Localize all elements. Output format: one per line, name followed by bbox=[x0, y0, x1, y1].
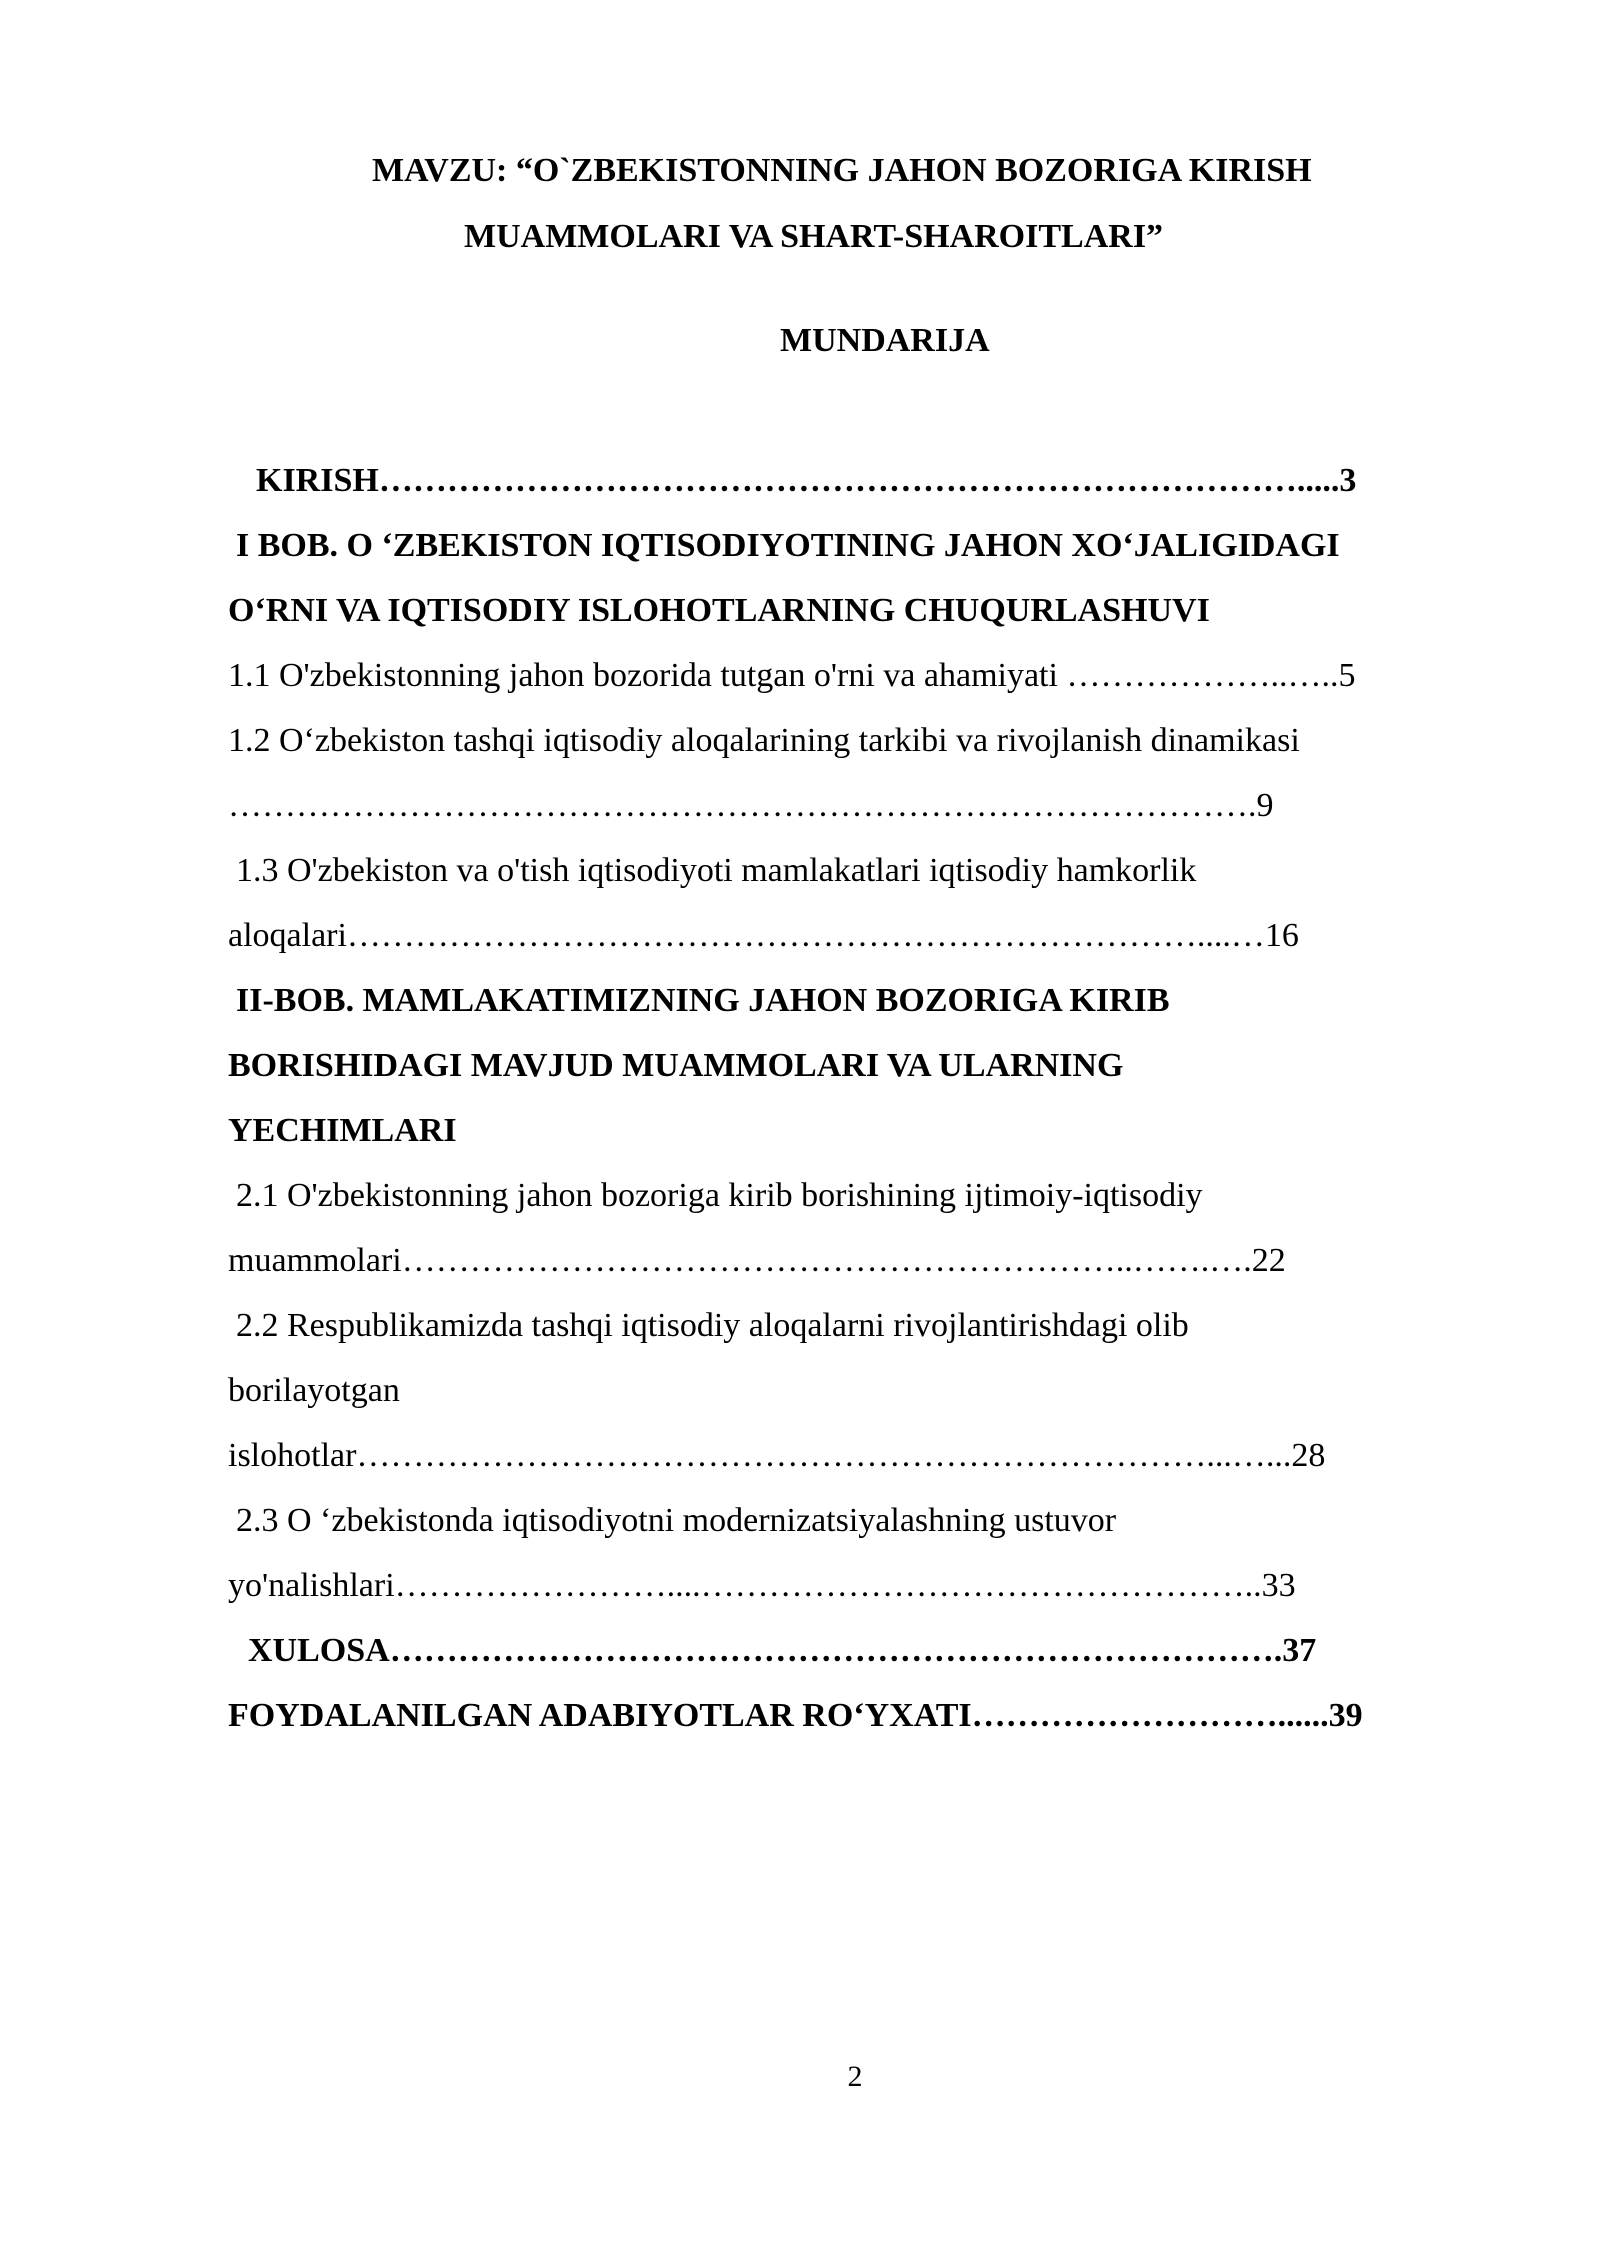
toc-section-1-3-line-1: 1.3 O'zbekiston va o'tish iqtisodiyoti mamlakatlari iqtisodiy hamkorlik bbox=[236, 852, 1197, 889]
toc-chapter-1-line-1: I BOB. O ‘ZBEKISTON IQTISODIYOTINING JAHON XO‘JALIGIDAGI bbox=[236, 527, 1340, 564]
toc-entry-conclusion: XULOSA…………………………………………………………………….37 bbox=[248, 1632, 1317, 1669]
toc-section-1-3-line-2: aloqalari…………………………………………………………………....…16 bbox=[228, 917, 1299, 954]
document-title-line-1: MAVZU: “O`ZBEKISTONNING JAHON BOZORIGA KIRISH bbox=[372, 152, 1312, 189]
page-number: 2 bbox=[847, 2060, 863, 2093]
toc-heading: MUNDARIJA bbox=[780, 322, 990, 359]
toc-chapter-1-line-2: O‘RNI VA IQTISODIY ISLOHOTLARNING CHUQURLASHUVI bbox=[228, 592, 1210, 629]
toc-section-1-1: 1.1 O'zbekistonning jahon bozorida tutgan o'rni va ahamiyati ………………..…..5 bbox=[228, 657, 1356, 694]
toc-section-2-2-line-3: islohotlar…………………………………………………………………...…...28 bbox=[228, 1437, 1326, 1474]
table-of-contents bbox=[228, 448, 1480, 1748]
toc-section-2-1-line-2: muammolari………………………………………………………..…….….22 bbox=[228, 1242, 1286, 1279]
toc-entry-introduction: KIRISH……………………………………………………………………….....3 bbox=[256, 462, 1357, 499]
toc-chapter-2-line-3: YECHIMLARI bbox=[228, 1112, 457, 1149]
toc-section-2-1-line-1: 2.1 O'zbekistonning jahon bozoriga kirib borishining ijtimoiy-iqtisodiy bbox=[236, 1177, 1203, 1214]
toc-section-2-2-line-1: 2.2 Respublikamizda tashqi iqtisodiy aloqalarni rivojlantirishdagi olib bbox=[236, 1307, 1189, 1344]
toc-section-2-2-line-2: borilayotgan bbox=[228, 1372, 400, 1409]
document-title-line-2: MUAMMOLARI VA SHART-SHAROITLARI” bbox=[464, 218, 1164, 255]
toc-section-1-2-line-1: 1.2 O‘zbekiston tashqi iqtisodiy aloqalarining tarkibi va rivojlanish dinamikasi bbox=[228, 722, 1300, 759]
toc-section-1-2-line-2: ……………………………………………………………………………….9 bbox=[228, 787, 1274, 824]
toc-chapter-2-line-2: BORISHIDAGI MAVJUD MUAMMOLARI VA ULARNING bbox=[228, 1047, 1124, 1084]
toc-section-2-3-line-2: yo'nalishlari……………………....…………………………………………..33 bbox=[228, 1567, 1296, 1604]
toc-section-2-3-line-1: 2.3 O ‘zbekistonda iqtisodiyotni modernizatsiyalashning ustuvor bbox=[236, 1502, 1117, 1539]
toc-chapter-2-line-1: II-BOB. MAMLAKATIMIZNING JAHON BOZORIGA KIRIB bbox=[236, 982, 1170, 1019]
toc-entry-bibliography: FOYDALANILGAN ADABIYOTLAR RO‘YXATI………………………......39 bbox=[228, 1697, 1363, 1734]
